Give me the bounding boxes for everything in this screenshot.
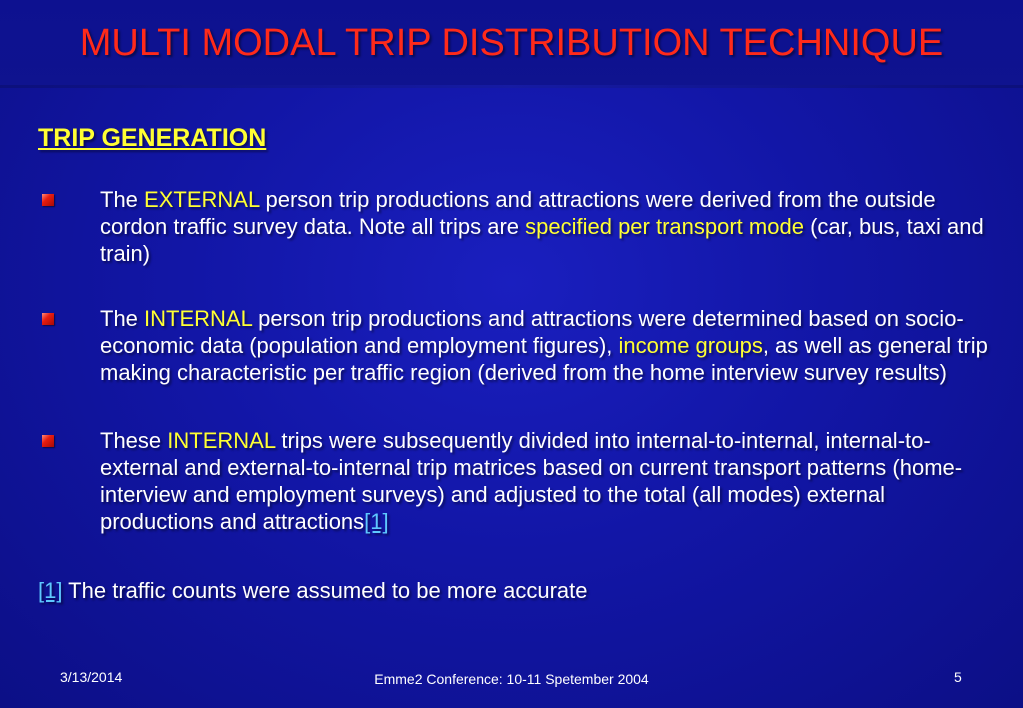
footer-date: 3/13/2014 [60, 669, 123, 685]
highlight-text: income groups [618, 333, 763, 358]
bullet-item [40, 305, 1000, 386]
bullet-text: , as well as general trip making characteristic per traffic region (derived from the home interview survey results) [100, 333, 988, 385]
footer-caption: Emme2 Conference: 10-11 Spetember 2004 [374, 671, 649, 687]
bullet-square-icon [42, 194, 54, 206]
page-number: 5 [954, 669, 962, 685]
footnote-ref-link[interactable]: [1] [364, 509, 389, 534]
bullet-text: person trip productions and attractions were derived from the outside cordon traffic survey data. Note all trips are [100, 187, 936, 239]
bullet-text: (car, bus, taxi and train) [100, 214, 984, 266]
bullet-item [40, 427, 1000, 535]
bullet-text: These [100, 428, 168, 453]
bullet-text: trips were subsequently divided into internal-to-internal, internal-to-external and external-to-internal trip matrices based on current transport patterns (home-interview and employment surveys) and adjusted to the total (all modes) external productions and attractions [100, 428, 963, 534]
footnote-anchor-link[interactable]: [1] [38, 578, 63, 603]
bullet-list [40, 186, 1000, 573]
highlight-text: INTERNAL [144, 306, 253, 331]
bullet-item [40, 186, 1000, 267]
section-heading: TRIP GENERATION [38, 124, 267, 152]
highlight-text: specified per transport mode [525, 214, 804, 239]
bullet-text: The [100, 306, 145, 331]
bullet-text: The [100, 187, 145, 212]
bullet-square-icon [42, 313, 54, 325]
highlight-text: INTERNAL [167, 428, 276, 453]
footnote [38, 578, 587, 604]
bullet-square-icon [42, 435, 54, 447]
bullet-text: person trip productions and attractions were determined based on socio-economic data (population and employment figures), [100, 306, 964, 358]
footnote-text: The traffic counts were assumed to be more accurate [62, 578, 588, 603]
highlight-text: EXTERNAL [144, 187, 260, 212]
slide-title: MULTI MODAL TRIP DISTRIBUTION TECHNIQUE [79, 22, 944, 64]
